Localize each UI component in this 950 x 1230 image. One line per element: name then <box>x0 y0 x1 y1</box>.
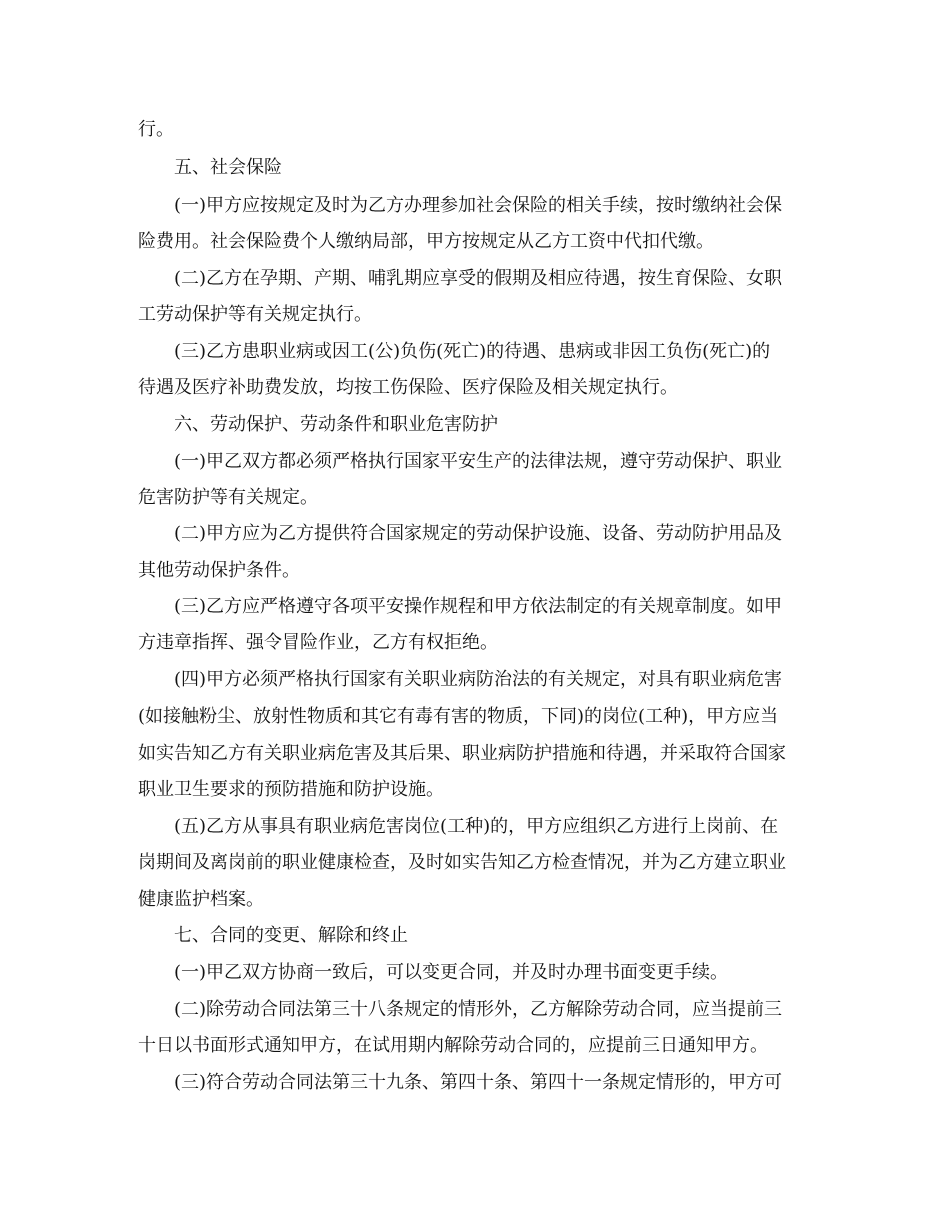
text-line: (五)乙方从事具有职业病危害岗位(工种)的，甲方应组织乙方进行上岗前、在 <box>174 816 779 837</box>
section-heading: 六、劳动保护、劳动条件和职业危害防护 <box>174 414 498 435</box>
text-line: 岗期间及离岗前的职业健康检查，及时如实告知乙方检查情况，并为乙方建立职业 <box>138 852 786 873</box>
text-line: (三)乙方应严格遵守各项平安操作规程和甲方依法制定的有关规章制度。如甲 <box>174 596 783 617</box>
text-line: 行。 <box>138 119 174 140</box>
text-line: 健康监护档案。 <box>138 889 264 910</box>
text-line: (一)甲乙双方协商一致后，可以变更合同，并及时办理书面变更手续。 <box>174 962 729 983</box>
text-line: (一)甲方应按规定及时为乙方办理参加社会保险的相关手续，按时缴纳社会保 <box>174 195 783 216</box>
section-heading: 七、合同的变更、解除和终止 <box>174 925 408 946</box>
text-line: 职业卫生要求的预防措施和防护设施。 <box>138 779 444 800</box>
text-line: (三)乙方患职业病或因工(公)负伤(死亡)的待遇、患病或非因工负伤(死亡)的 <box>174 341 771 362</box>
text-line: 其他劳动保护条件。 <box>138 560 300 581</box>
text-line: (一)甲乙双方都必须严格执行国家平安生产的法律法规，遵守劳动保护、职业 <box>174 451 783 472</box>
text-line: (二)除劳动合同法第三十八条规定的情形外，乙方解除劳动合同，应当提前三 <box>174 999 783 1020</box>
text-line: 险费用。社会保险费个人缴纳局部，甲方按规定从乙方工资中代扣代缴。 <box>138 231 714 252</box>
text-line: (四)甲方必须严格执行国家有关职业病防治法的有关规定，对具有职业病危害 <box>174 669 783 690</box>
text-line: (三)符合劳动合同法第三十九条、第四十条、第四十一条规定情形的，甲方可 <box>174 1072 783 1093</box>
section-heading: 五、社会保险 <box>174 157 282 178</box>
text-line: 危害防护等有关规定。 <box>138 487 318 508</box>
text-line: 待遇及医疗补助费发放，均按工伤保险、医疗保险及相关规定执行。 <box>138 377 678 398</box>
text-line: (二)乙方在孕期、产期、哺乳期应享受的假期及相应待遇，按生育保险、女职 <box>174 268 783 289</box>
text-line: 工劳动保护等有关规定执行。 <box>138 304 372 325</box>
text-line: (如接触粉尘、放射性物质和其它有毒有害的物质，下同)的岗位(工种)，甲方应当 <box>138 706 779 727</box>
text-line: 方违章指挥、强令冒险作业，乙方有权拒绝。 <box>138 632 498 653</box>
text-line: 如实告知乙方有关职业病危害及其后果、职业病防护措施和待遇，并采取符合国家 <box>138 743 786 764</box>
text-line: (二)甲方应为乙方提供符合国家规定的劳动保护设施、设备、劳动防护用品及 <box>174 523 783 544</box>
text-line: 十日以书面形式通知甲方，在试用期内解除劳动合同的，应提前三日通知甲方。 <box>138 1035 768 1056</box>
